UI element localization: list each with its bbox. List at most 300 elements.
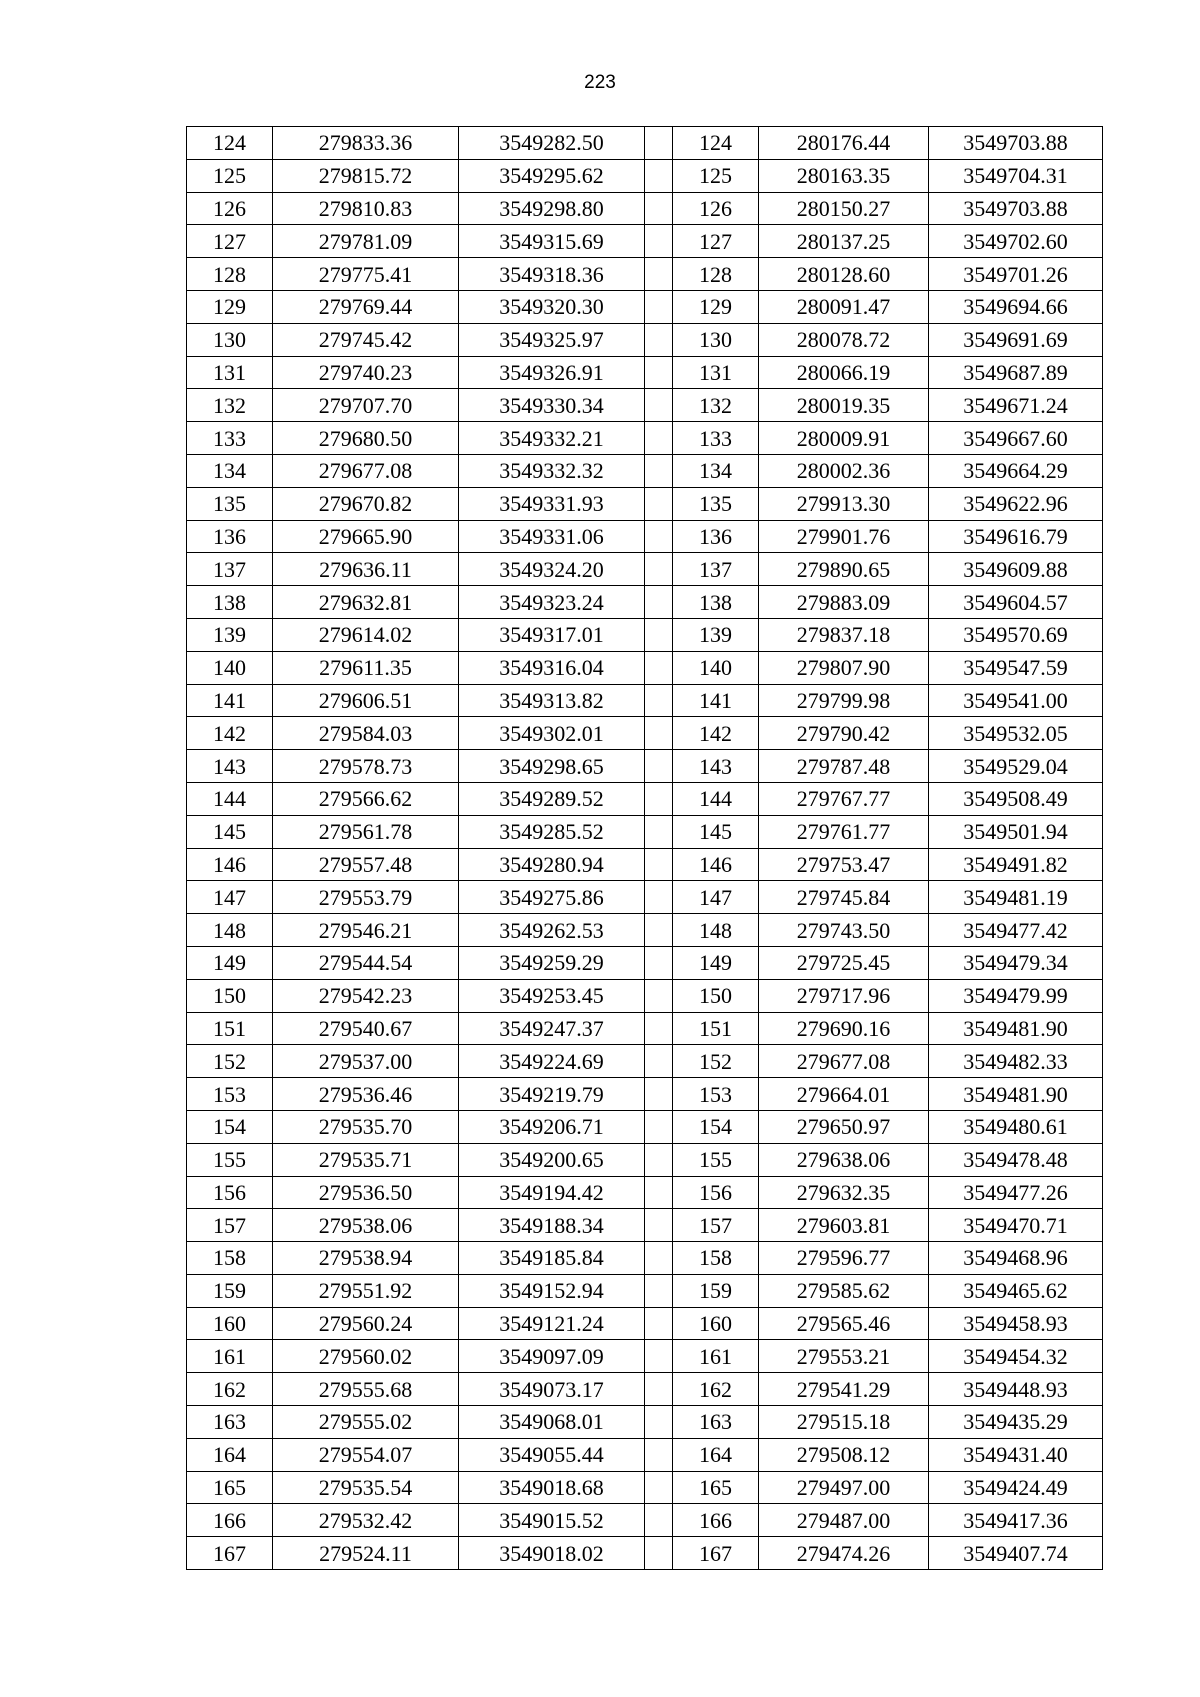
left-point-id-cell: 167	[187, 1537, 273, 1570]
left-y-coordinate-cell: 3549275.86	[459, 881, 645, 914]
right-y-coordinate-cell: 3549479.99	[929, 979, 1103, 1012]
left-y-coordinate-cell: 3549018.68	[459, 1471, 645, 1504]
left-x-coordinate-cell: 279561.78	[273, 815, 459, 848]
left-point-id-cell: 137	[187, 553, 273, 586]
left-y-coordinate-cell: 3549121.24	[459, 1307, 645, 1340]
separator-cell	[645, 159, 673, 192]
right-y-coordinate-cell: 3549465.62	[929, 1274, 1103, 1307]
table-row	[187, 1176, 1103, 1209]
left-y-coordinate-cell: 3549317.01	[459, 618, 645, 651]
right-x-coordinate-cell: 280066.19	[759, 356, 929, 389]
table-row	[187, 815, 1103, 848]
right-y-coordinate-cell: 3549671.24	[929, 389, 1103, 422]
separator-cell	[645, 881, 673, 914]
right-x-coordinate-cell: 279901.76	[759, 520, 929, 553]
left-x-coordinate-cell: 279536.46	[273, 1078, 459, 1111]
right-y-coordinate-cell: 3549703.88	[929, 192, 1103, 225]
left-y-coordinate-cell: 3549262.53	[459, 914, 645, 947]
left-point-id-cell: 165	[187, 1471, 273, 1504]
left-x-coordinate-cell: 279554.07	[273, 1438, 459, 1471]
right-point-id-cell: 153	[673, 1078, 759, 1111]
left-point-id-cell: 152	[187, 1045, 273, 1078]
right-x-coordinate-cell: 279664.01	[759, 1078, 929, 1111]
separator-cell	[645, 782, 673, 815]
right-point-id-cell: 125	[673, 159, 759, 192]
separator-cell	[645, 618, 673, 651]
table-row	[187, 323, 1103, 356]
separator-cell	[645, 1537, 673, 1570]
right-x-coordinate-cell: 280128.60	[759, 258, 929, 291]
table-row	[187, 1307, 1103, 1340]
separator-cell	[645, 979, 673, 1012]
right-y-coordinate-cell: 3549704.31	[929, 159, 1103, 192]
right-x-coordinate-cell: 279767.77	[759, 782, 929, 815]
right-x-coordinate-cell: 279474.26	[759, 1537, 929, 1570]
table-row	[187, 586, 1103, 619]
right-point-id-cell: 138	[673, 586, 759, 619]
left-y-coordinate-cell: 3549325.97	[459, 323, 645, 356]
left-y-coordinate-cell: 3549068.01	[459, 1406, 645, 1439]
left-y-coordinate-cell: 3549018.02	[459, 1537, 645, 1570]
right-point-id-cell: 146	[673, 848, 759, 881]
right-y-coordinate-cell: 3549448.93	[929, 1373, 1103, 1406]
right-point-id-cell: 157	[673, 1209, 759, 1242]
right-x-coordinate-cell: 279638.06	[759, 1143, 929, 1176]
left-y-coordinate-cell: 3549331.93	[459, 487, 645, 520]
right-x-coordinate-cell: 279508.12	[759, 1438, 929, 1471]
right-point-id-cell: 141	[673, 684, 759, 717]
left-point-id-cell: 129	[187, 290, 273, 323]
left-y-coordinate-cell: 3549298.80	[459, 192, 645, 225]
table-row	[187, 1143, 1103, 1176]
right-point-id-cell: 134	[673, 454, 759, 487]
table-row	[187, 1209, 1103, 1242]
separator-cell	[645, 225, 673, 258]
table-row	[187, 1110, 1103, 1143]
left-y-coordinate-cell: 3549332.32	[459, 454, 645, 487]
left-x-coordinate-cell: 279584.03	[273, 717, 459, 750]
left-x-coordinate-cell: 279740.23	[273, 356, 459, 389]
separator-cell	[645, 1307, 673, 1340]
left-y-coordinate-cell: 3549073.17	[459, 1373, 645, 1406]
table-row	[187, 356, 1103, 389]
right-y-coordinate-cell: 3549547.59	[929, 651, 1103, 684]
right-x-coordinate-cell: 279677.08	[759, 1045, 929, 1078]
separator-cell	[645, 1209, 673, 1242]
left-y-coordinate-cell: 3549316.04	[459, 651, 645, 684]
right-point-id-cell: 140	[673, 651, 759, 684]
left-x-coordinate-cell: 279535.71	[273, 1143, 459, 1176]
right-x-coordinate-cell: 280137.25	[759, 225, 929, 258]
left-x-coordinate-cell: 279680.50	[273, 422, 459, 455]
right-y-coordinate-cell: 3549435.29	[929, 1406, 1103, 1439]
right-y-coordinate-cell: 3549477.26	[929, 1176, 1103, 1209]
separator-cell	[645, 323, 673, 356]
left-x-coordinate-cell: 279560.24	[273, 1307, 459, 1340]
separator-cell	[645, 1406, 673, 1439]
separator-cell	[645, 1471, 673, 1504]
right-y-coordinate-cell: 3549541.00	[929, 684, 1103, 717]
table-row	[187, 487, 1103, 520]
table-row	[187, 651, 1103, 684]
right-x-coordinate-cell: 279632.35	[759, 1176, 929, 1209]
right-y-coordinate-cell: 3549417.36	[929, 1504, 1103, 1537]
separator-cell	[645, 586, 673, 619]
separator-cell	[645, 750, 673, 783]
left-point-id-cell: 139	[187, 618, 273, 651]
left-y-coordinate-cell: 3549152.94	[459, 1274, 645, 1307]
right-point-id-cell: 150	[673, 979, 759, 1012]
left-y-coordinate-cell: 3549318.36	[459, 258, 645, 291]
left-y-coordinate-cell: 3549289.52	[459, 782, 645, 815]
left-x-coordinate-cell: 279670.82	[273, 487, 459, 520]
left-y-coordinate-cell: 3549298.65	[459, 750, 645, 783]
left-point-id-cell: 124	[187, 127, 273, 160]
separator-cell	[645, 454, 673, 487]
left-y-coordinate-cell: 3549206.71	[459, 1110, 645, 1143]
left-point-id-cell: 154	[187, 1110, 273, 1143]
left-point-id-cell: 155	[187, 1143, 273, 1176]
left-point-id-cell: 146	[187, 848, 273, 881]
left-x-coordinate-cell: 279553.79	[273, 881, 459, 914]
left-point-id-cell: 138	[187, 586, 273, 619]
right-x-coordinate-cell: 279541.29	[759, 1373, 929, 1406]
right-x-coordinate-cell: 279883.09	[759, 586, 929, 619]
left-y-coordinate-cell: 3549285.52	[459, 815, 645, 848]
separator-cell	[645, 946, 673, 979]
left-point-id-cell: 134	[187, 454, 273, 487]
right-y-coordinate-cell: 3549622.96	[929, 487, 1103, 520]
right-y-coordinate-cell: 3549468.96	[929, 1242, 1103, 1275]
table-row	[187, 422, 1103, 455]
table-row	[187, 618, 1103, 651]
table-row	[187, 684, 1103, 717]
left-y-coordinate-cell: 3549315.69	[459, 225, 645, 258]
table-row	[187, 1340, 1103, 1373]
separator-cell	[645, 422, 673, 455]
left-y-coordinate-cell: 3549194.42	[459, 1176, 645, 1209]
right-point-id-cell: 143	[673, 750, 759, 783]
left-x-coordinate-cell: 279557.48	[273, 848, 459, 881]
separator-cell	[645, 1242, 673, 1275]
left-point-id-cell: 130	[187, 323, 273, 356]
right-point-id-cell: 162	[673, 1373, 759, 1406]
table-row	[187, 553, 1103, 586]
right-point-id-cell: 128	[673, 258, 759, 291]
right-point-id-cell: 132	[673, 389, 759, 422]
left-x-coordinate-cell: 279810.83	[273, 192, 459, 225]
separator-cell	[645, 356, 673, 389]
right-x-coordinate-cell: 280163.35	[759, 159, 929, 192]
left-point-id-cell: 157	[187, 1209, 273, 1242]
left-x-coordinate-cell: 279632.81	[273, 586, 459, 619]
separator-cell	[645, 389, 673, 422]
right-x-coordinate-cell: 279585.62	[759, 1274, 929, 1307]
right-x-coordinate-cell: 279807.90	[759, 651, 929, 684]
right-y-coordinate-cell: 3549479.34	[929, 946, 1103, 979]
table-row	[187, 946, 1103, 979]
left-point-id-cell: 144	[187, 782, 273, 815]
left-x-coordinate-cell: 279538.06	[273, 1209, 459, 1242]
left-y-coordinate-cell: 3549224.69	[459, 1045, 645, 1078]
right-point-id-cell: 160	[673, 1307, 759, 1340]
table-row	[187, 1504, 1103, 1537]
right-x-coordinate-cell: 279487.00	[759, 1504, 929, 1537]
right-point-id-cell: 124	[673, 127, 759, 160]
left-y-coordinate-cell: 3549280.94	[459, 848, 645, 881]
right-x-coordinate-cell: 279761.77	[759, 815, 929, 848]
right-y-coordinate-cell: 3549508.49	[929, 782, 1103, 815]
left-point-id-cell: 161	[187, 1340, 273, 1373]
left-y-coordinate-cell: 3549320.30	[459, 290, 645, 323]
separator-cell	[645, 1176, 673, 1209]
table-row	[187, 1045, 1103, 1078]
right-point-id-cell: 129	[673, 290, 759, 323]
right-point-id-cell: 137	[673, 553, 759, 586]
left-point-id-cell: 127	[187, 225, 273, 258]
right-point-id-cell: 139	[673, 618, 759, 651]
separator-cell	[645, 651, 673, 684]
right-y-coordinate-cell: 3549501.94	[929, 815, 1103, 848]
table-row	[187, 1471, 1103, 1504]
left-x-coordinate-cell: 279546.21	[273, 914, 459, 947]
right-y-coordinate-cell: 3549694.66	[929, 290, 1103, 323]
table-row	[187, 782, 1103, 815]
left-y-coordinate-cell: 3549313.82	[459, 684, 645, 717]
right-x-coordinate-cell: 279650.97	[759, 1110, 929, 1143]
right-x-coordinate-cell: 279725.45	[759, 946, 929, 979]
left-point-id-cell: 133	[187, 422, 273, 455]
table-row	[187, 192, 1103, 225]
table-row	[187, 1406, 1103, 1439]
separator-cell	[645, 258, 673, 291]
left-x-coordinate-cell: 279815.72	[273, 159, 459, 192]
table-body	[187, 127, 1103, 1570]
right-point-id-cell: 133	[673, 422, 759, 455]
right-point-id-cell: 147	[673, 881, 759, 914]
right-y-coordinate-cell: 3549570.69	[929, 618, 1103, 651]
right-x-coordinate-cell: 279717.96	[759, 979, 929, 1012]
right-y-coordinate-cell: 3549691.69	[929, 323, 1103, 356]
left-point-id-cell: 163	[187, 1406, 273, 1439]
separator-cell	[645, 1078, 673, 1111]
right-y-coordinate-cell: 3549407.74	[929, 1537, 1103, 1570]
right-x-coordinate-cell: 279515.18	[759, 1406, 929, 1439]
left-x-coordinate-cell: 279781.09	[273, 225, 459, 258]
right-point-id-cell: 126	[673, 192, 759, 225]
left-point-id-cell: 135	[187, 487, 273, 520]
right-y-coordinate-cell: 3549470.71	[929, 1209, 1103, 1242]
right-x-coordinate-cell: 279799.98	[759, 684, 929, 717]
left-x-coordinate-cell: 279542.23	[273, 979, 459, 1012]
right-y-coordinate-cell: 3549454.32	[929, 1340, 1103, 1373]
right-x-coordinate-cell: 279690.16	[759, 1012, 929, 1045]
right-y-coordinate-cell: 3549604.57	[929, 586, 1103, 619]
right-x-coordinate-cell: 280176.44	[759, 127, 929, 160]
right-point-id-cell: 142	[673, 717, 759, 750]
left-point-id-cell: 141	[187, 684, 273, 717]
left-x-coordinate-cell: 279544.54	[273, 946, 459, 979]
left-y-coordinate-cell: 3549330.34	[459, 389, 645, 422]
right-y-coordinate-cell: 3549481.90	[929, 1078, 1103, 1111]
left-point-id-cell: 132	[187, 389, 273, 422]
table-row	[187, 848, 1103, 881]
left-y-coordinate-cell: 3549247.37	[459, 1012, 645, 1045]
right-point-id-cell: 163	[673, 1406, 759, 1439]
right-x-coordinate-cell: 279753.47	[759, 848, 929, 881]
right-point-id-cell: 167	[673, 1537, 759, 1570]
left-point-id-cell: 143	[187, 750, 273, 783]
right-x-coordinate-cell: 280009.91	[759, 422, 929, 455]
right-y-coordinate-cell: 3549532.05	[929, 717, 1103, 750]
left-x-coordinate-cell: 279677.08	[273, 454, 459, 487]
left-x-coordinate-cell: 279745.42	[273, 323, 459, 356]
right-point-id-cell: 148	[673, 914, 759, 947]
right-y-coordinate-cell: 3549477.42	[929, 914, 1103, 947]
right-x-coordinate-cell: 280091.47	[759, 290, 929, 323]
separator-cell	[645, 1340, 673, 1373]
separator-cell	[645, 487, 673, 520]
table-row	[187, 454, 1103, 487]
left-x-coordinate-cell: 279614.02	[273, 618, 459, 651]
right-point-id-cell: 155	[673, 1143, 759, 1176]
left-y-coordinate-cell: 3549295.62	[459, 159, 645, 192]
left-x-coordinate-cell: 279833.36	[273, 127, 459, 160]
left-y-coordinate-cell: 3549253.45	[459, 979, 645, 1012]
separator-cell	[645, 1110, 673, 1143]
left-point-id-cell: 162	[187, 1373, 273, 1406]
right-point-id-cell: 130	[673, 323, 759, 356]
right-point-id-cell: 164	[673, 1438, 759, 1471]
left-point-id-cell: 126	[187, 192, 273, 225]
right-y-coordinate-cell: 3549616.79	[929, 520, 1103, 553]
separator-cell	[645, 290, 673, 323]
separator-cell	[645, 684, 673, 717]
separator-cell	[645, 553, 673, 586]
left-x-coordinate-cell: 279555.02	[273, 1406, 459, 1439]
separator-cell	[645, 1143, 673, 1176]
left-point-id-cell: 149	[187, 946, 273, 979]
left-point-id-cell: 145	[187, 815, 273, 848]
right-y-coordinate-cell: 3549687.89	[929, 356, 1103, 389]
left-y-coordinate-cell: 3549326.91	[459, 356, 645, 389]
separator-cell	[645, 815, 673, 848]
right-x-coordinate-cell: 279603.81	[759, 1209, 929, 1242]
right-x-coordinate-cell: 279743.50	[759, 914, 929, 947]
separator-cell	[645, 192, 673, 225]
left-point-id-cell: 160	[187, 1307, 273, 1340]
left-x-coordinate-cell: 279537.00	[273, 1045, 459, 1078]
separator-cell	[645, 520, 673, 553]
left-x-coordinate-cell: 279578.73	[273, 750, 459, 783]
right-y-coordinate-cell: 3549667.60	[929, 422, 1103, 455]
right-y-coordinate-cell: 3549481.19	[929, 881, 1103, 914]
right-point-id-cell: 166	[673, 1504, 759, 1537]
right-y-coordinate-cell: 3549480.61	[929, 1110, 1103, 1143]
table-row	[187, 1274, 1103, 1307]
right-point-id-cell: 165	[673, 1471, 759, 1504]
left-x-coordinate-cell: 279536.50	[273, 1176, 459, 1209]
table-row	[187, 225, 1103, 258]
table-row	[187, 127, 1103, 160]
left-x-coordinate-cell: 279707.70	[273, 389, 459, 422]
right-x-coordinate-cell: 279596.77	[759, 1242, 929, 1275]
left-x-coordinate-cell: 279551.92	[273, 1274, 459, 1307]
left-point-id-cell: 147	[187, 881, 273, 914]
left-x-coordinate-cell: 279535.70	[273, 1110, 459, 1143]
table-row	[187, 1373, 1103, 1406]
right-point-id-cell: 158	[673, 1242, 759, 1275]
right-point-id-cell: 127	[673, 225, 759, 258]
table-row	[187, 389, 1103, 422]
left-x-coordinate-cell: 279775.41	[273, 258, 459, 291]
left-x-coordinate-cell: 279524.11	[273, 1537, 459, 1570]
left-y-coordinate-cell: 3549331.06	[459, 520, 645, 553]
left-point-id-cell: 153	[187, 1078, 273, 1111]
left-y-coordinate-cell: 3549324.20	[459, 553, 645, 586]
left-point-id-cell: 131	[187, 356, 273, 389]
right-y-coordinate-cell: 3549703.88	[929, 127, 1103, 160]
right-point-id-cell: 152	[673, 1045, 759, 1078]
table-row	[187, 1537, 1103, 1570]
left-y-coordinate-cell: 3549332.21	[459, 422, 645, 455]
right-point-id-cell: 149	[673, 946, 759, 979]
left-point-id-cell: 150	[187, 979, 273, 1012]
table-row	[187, 1242, 1103, 1275]
table-row	[187, 881, 1103, 914]
left-y-coordinate-cell: 3549185.84	[459, 1242, 645, 1275]
right-point-id-cell: 131	[673, 356, 759, 389]
right-y-coordinate-cell: 3549609.88	[929, 553, 1103, 586]
left-point-id-cell: 156	[187, 1176, 273, 1209]
left-x-coordinate-cell: 279538.94	[273, 1242, 459, 1275]
right-point-id-cell: 159	[673, 1274, 759, 1307]
left-x-coordinate-cell: 279555.68	[273, 1373, 459, 1406]
separator-cell	[645, 127, 673, 160]
left-x-coordinate-cell: 279665.90	[273, 520, 459, 553]
left-y-coordinate-cell: 3549188.34	[459, 1209, 645, 1242]
left-point-id-cell: 151	[187, 1012, 273, 1045]
left-point-id-cell: 136	[187, 520, 273, 553]
right-x-coordinate-cell: 279553.21	[759, 1340, 929, 1373]
right-y-coordinate-cell: 3549491.82	[929, 848, 1103, 881]
left-point-id-cell: 148	[187, 914, 273, 947]
separator-cell	[645, 1045, 673, 1078]
right-y-coordinate-cell: 3549478.48	[929, 1143, 1103, 1176]
table-row	[187, 258, 1103, 291]
right-x-coordinate-cell: 279565.46	[759, 1307, 929, 1340]
left-y-coordinate-cell: 3549055.44	[459, 1438, 645, 1471]
left-x-coordinate-cell: 279566.62	[273, 782, 459, 815]
right-y-coordinate-cell: 3549702.60	[929, 225, 1103, 258]
left-point-id-cell: 142	[187, 717, 273, 750]
right-y-coordinate-cell: 3549481.90	[929, 1012, 1103, 1045]
right-x-coordinate-cell: 279890.65	[759, 553, 929, 586]
right-x-coordinate-cell: 279787.48	[759, 750, 929, 783]
table-row	[187, 750, 1103, 783]
right-point-id-cell: 161	[673, 1340, 759, 1373]
left-y-coordinate-cell: 3549097.09	[459, 1340, 645, 1373]
right-y-coordinate-cell: 3549529.04	[929, 750, 1103, 783]
left-point-id-cell: 125	[187, 159, 273, 192]
right-point-id-cell: 154	[673, 1110, 759, 1143]
separator-cell	[645, 848, 673, 881]
separator-cell	[645, 1012, 673, 1045]
separator-cell	[645, 1504, 673, 1537]
right-point-id-cell: 151	[673, 1012, 759, 1045]
left-x-coordinate-cell: 279606.51	[273, 684, 459, 717]
left-point-id-cell: 128	[187, 258, 273, 291]
